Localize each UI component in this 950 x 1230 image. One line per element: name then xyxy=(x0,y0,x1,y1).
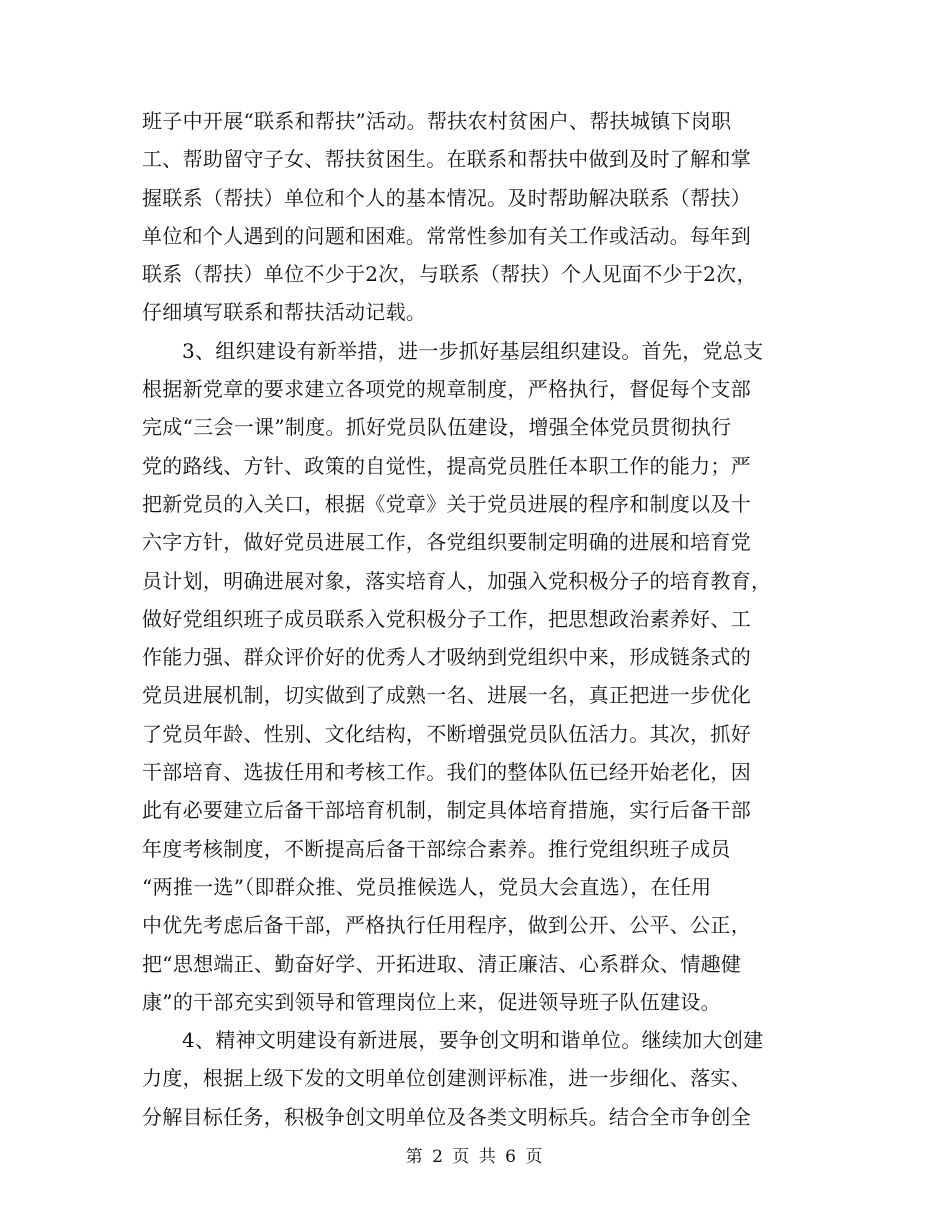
text-line: 把“思想端正、勤奋好学、开拓进取、清正廉洁、心系群众、情趣健 xyxy=(142,951,742,976)
text-line: 班子中开展“联系和帮扶”活动。帮扶农村贫困户、帮扶城镇下岗职 xyxy=(142,109,732,133)
text-line: 单位和个人遇到的问题和困难。常常性参加有关工作或活动。每年到 xyxy=(142,223,751,248)
text-line: 4、精神文明建设有新进展，要争创文明和谐单位。继续加大创建 xyxy=(182,1028,764,1053)
text-line: 完成“三会一课”制度。抓好党员队伍建设，增强全体党员贯彻执行 xyxy=(142,415,732,440)
text-line: 此有必要建立后备干部培育机制，制定具体培育措施，实行后备干部 xyxy=(142,798,751,823)
page-footer: 第 2 页 共 6 页 xyxy=(405,1147,545,1167)
text-line: 做好党组织班子成员联系入党积极分子工作，把思想政治素养好、工 xyxy=(142,606,751,631)
text-line: 仔细填写联系和帮扶活动记载。 xyxy=(142,300,427,325)
text-line: 作能力强、群众评价好的优秀人才吸纳到党组织中来，形成链条式的 xyxy=(142,645,751,670)
text-line: “两推一选”（即群众推、党员推候选人，党员大会直选），在任用 xyxy=(142,874,712,899)
body-text xyxy=(142,102,802,1136)
text-line: 力度，根据上级下发的文明单位创建测评标准，进一步细化、落实、 xyxy=(142,1066,751,1091)
text-line: 党的路线、方针、政策的自觉性，提高党员胜任本职工作的能力；严 xyxy=(142,453,751,478)
text-line: 员计划，明确进展对象，落实培育人，加强入党积极分子的培育教育， xyxy=(142,568,772,593)
text-line: 联系（帮扶）单位不少于2次，与联系（帮扶）个人见面不少于2次， xyxy=(142,262,757,287)
text-line: 3、组织建设有新举措，进一步抓好基层组织建设。首先，党总支 xyxy=(182,338,764,363)
text-line: 党员进展机制，切实做到了成熟一名、进展一名，真正把进一步优化 xyxy=(142,683,751,708)
text-line: 中优先考虑后备干部，严格执行任用程序，做到公开、公平、公正， xyxy=(142,913,751,938)
text-line: 根据新党章的要求建立各项党的规章制度，严格执行，督促每个支部 xyxy=(142,377,751,402)
text-line: 年度考核制度，不断提高后备干部综合素养。推行党组织班子成员 xyxy=(142,836,731,861)
text-line: 干部培育、选拔任用和考核工作。我们的整体队伍已经开始老化，因 xyxy=(142,760,751,785)
text-line: 工、帮助留守子女、帮扶贫困生。在联系和帮扶中做到及时了解和掌 xyxy=(142,147,751,172)
text-line: 了党员年龄、性别、文化结构，不断增强党员队伍活力。其次，抓好 xyxy=(142,721,751,746)
text-line: 康”的干部充实到领导和管理岗位上来，促进领导班子队伍建设。 xyxy=(142,989,721,1014)
text-line: 握联系（帮扶）单位和个人的基本情况。及时帮助解决联系（帮扶） xyxy=(142,185,751,210)
text-line: 把新党员的入关口，根据《党章》关于党员进展的程序和制度以及十 xyxy=(142,491,751,516)
text-line: 分解目标任务，积极争创文明单位及各类文明标兵。结合全市争创全 xyxy=(142,1104,751,1129)
text-line: 六字方针，做好党员进展工作，各党组织要制定明确的进展和培育党 xyxy=(142,530,751,555)
